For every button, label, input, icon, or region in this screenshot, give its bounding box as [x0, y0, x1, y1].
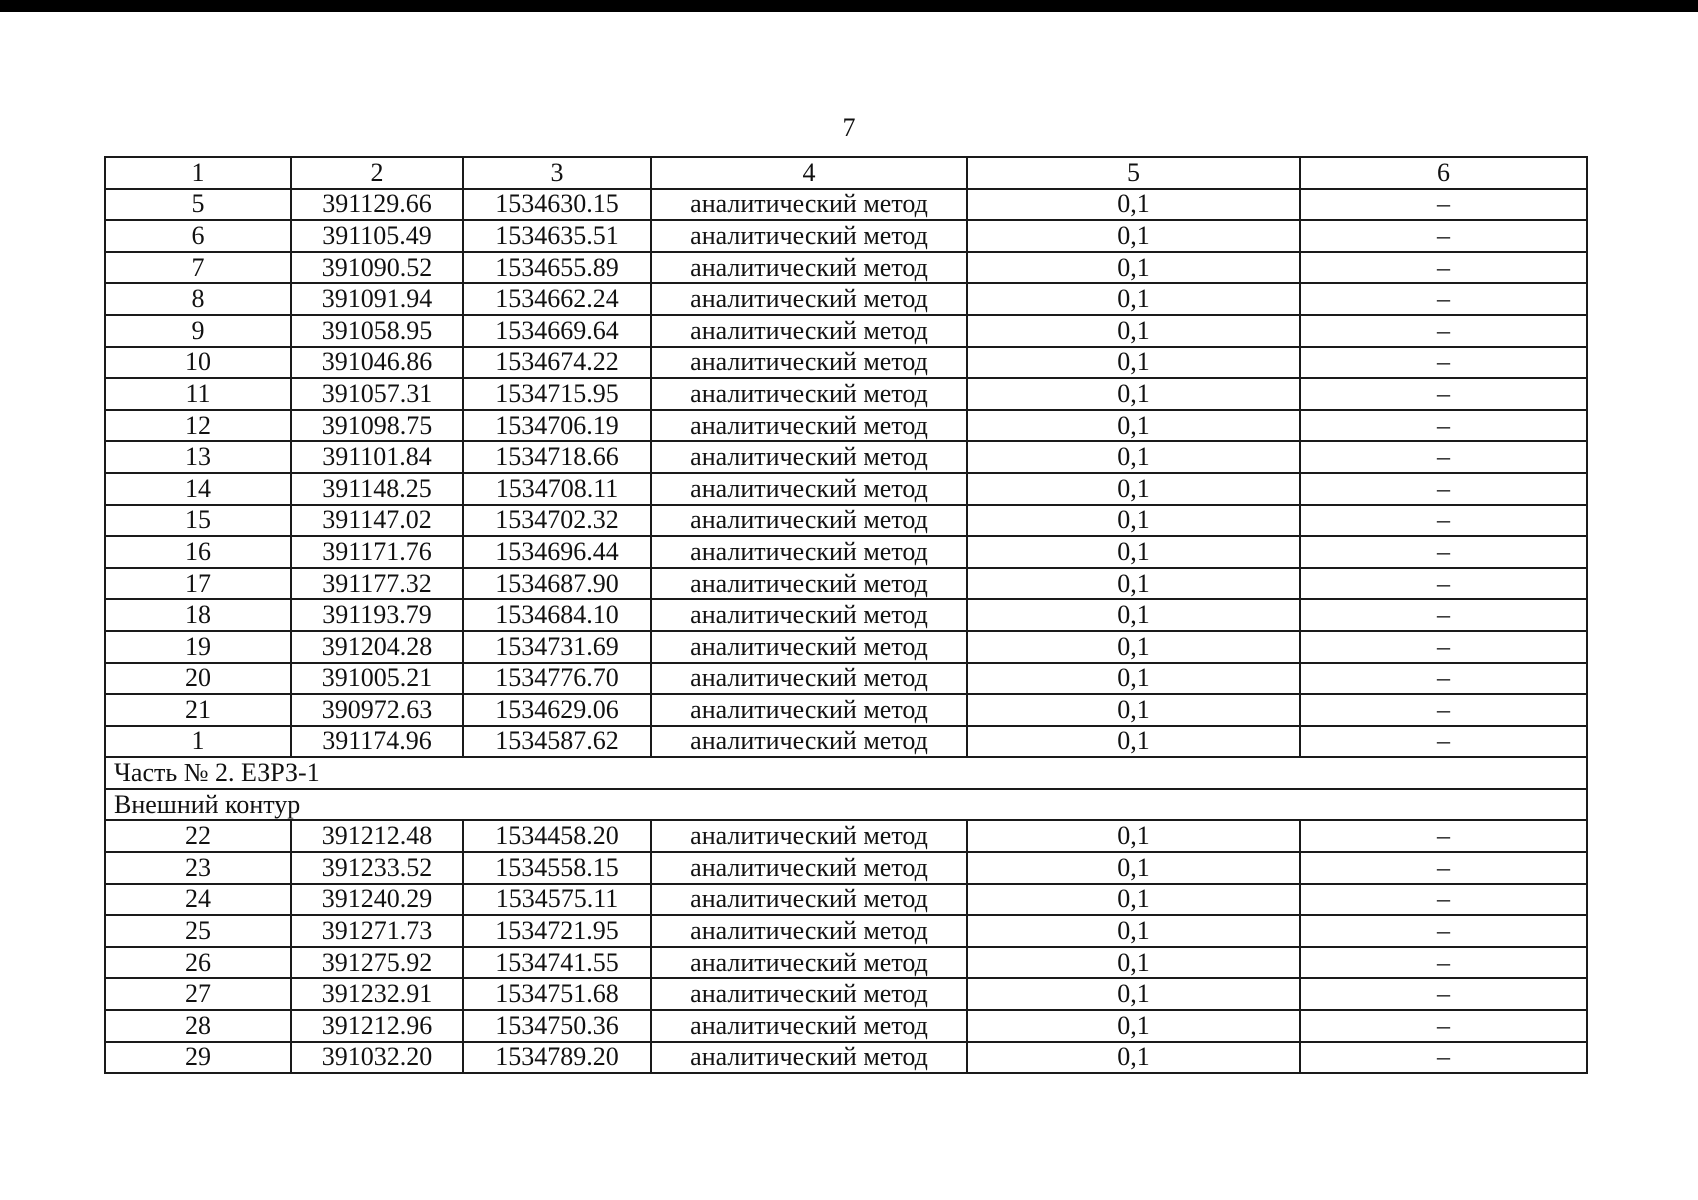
table-row — [105, 347, 1587, 379]
x-coordinate-cell: 391058.95 — [291, 315, 463, 347]
y-coordinate-cell: 1534721.95 — [463, 915, 651, 947]
description-cell: – — [1300, 631, 1587, 663]
page-number-text: 7 — [842, 113, 856, 142]
x-coordinate-cell: 391129.66 — [291, 189, 463, 221]
accuracy-cell: 0,1 — [967, 599, 1300, 631]
point-number-cell: 26 — [105, 947, 291, 979]
description-cell: – — [1300, 820, 1587, 852]
table-row — [105, 852, 1587, 884]
description-cell: – — [1300, 915, 1587, 947]
table-row — [105, 252, 1587, 284]
table-row — [105, 378, 1587, 410]
y-coordinate-cell: 1534776.70 — [463, 663, 651, 695]
section-title: Часть № 2. ЕЗРЗ-1 — [105, 757, 1587, 789]
description-cell: – — [1300, 663, 1587, 695]
method-cell: аналитический метод — [651, 252, 967, 284]
description-cell: – — [1300, 884, 1587, 916]
x-coordinate-cell: 390972.63 — [291, 694, 463, 726]
accuracy-cell: 0,1 — [967, 663, 1300, 695]
point-number-cell: 23 — [105, 852, 291, 884]
point-number-cell: 28 — [105, 1010, 291, 1042]
y-coordinate-cell: 1534741.55 — [463, 947, 651, 979]
accuracy-cell: 0,1 — [967, 252, 1300, 284]
method-cell: аналитический метод — [651, 568, 967, 600]
accuracy-cell: 0,1 — [967, 726, 1300, 758]
description-cell: – — [1300, 978, 1587, 1010]
y-coordinate-cell: 1534629.06 — [463, 694, 651, 726]
y-coordinate-cell: 1534674.22 — [463, 347, 651, 379]
y-coordinate-cell: 1534706.19 — [463, 410, 651, 442]
method-cell: аналитический метод — [651, 915, 967, 947]
description-cell: – — [1300, 852, 1587, 884]
x-coordinate-cell: 391275.92 — [291, 947, 463, 979]
point-number-cell: 27 — [105, 978, 291, 1010]
accuracy-cell: 0,1 — [967, 283, 1300, 315]
accuracy-cell: 0,1 — [967, 852, 1300, 884]
accuracy-cell: 0,1 — [967, 473, 1300, 505]
table-row — [105, 441, 1587, 473]
point-number-cell: 19 — [105, 631, 291, 663]
accuracy-cell: 0,1 — [967, 441, 1300, 473]
column-header-6: 6 — [1300, 157, 1587, 189]
point-number-cell: 18 — [105, 599, 291, 631]
x-coordinate-cell: 391005.21 — [291, 663, 463, 695]
x-coordinate-cell: 391147.02 — [291, 505, 463, 537]
y-coordinate-cell: 1534715.95 — [463, 378, 651, 410]
point-number-cell: 10 — [105, 347, 291, 379]
x-coordinate-cell: 391174.96 — [291, 726, 463, 758]
accuracy-cell: 0,1 — [967, 315, 1300, 347]
description-cell: – — [1300, 441, 1587, 473]
y-coordinate-cell: 1534708.11 — [463, 473, 651, 505]
method-cell: аналитический метод — [651, 441, 967, 473]
accuracy-cell: 0,1 — [967, 947, 1300, 979]
table-row — [105, 947, 1587, 979]
accuracy-cell: 0,1 — [967, 220, 1300, 252]
accuracy-cell: 0,1 — [967, 915, 1300, 947]
y-coordinate-cell: 1534702.32 — [463, 505, 651, 537]
point-number-cell: 24 — [105, 884, 291, 916]
method-cell: аналитический метод — [651, 852, 967, 884]
table-row — [105, 884, 1587, 916]
x-coordinate-cell: 391057.31 — [291, 378, 463, 410]
point-number-cell: 6 — [105, 220, 291, 252]
y-coordinate-cell: 1534458.20 — [463, 820, 651, 852]
description-cell: – — [1300, 1010, 1587, 1042]
method-cell: аналитический метод — [651, 1042, 967, 1074]
table-row — [105, 410, 1587, 442]
y-coordinate-cell: 1534662.24 — [463, 283, 651, 315]
table-row — [105, 189, 1587, 221]
point-number-cell: 12 — [105, 410, 291, 442]
y-coordinate-cell: 1534687.90 — [463, 568, 651, 600]
y-coordinate-cell: 1534635.51 — [463, 220, 651, 252]
point-number-cell: 14 — [105, 473, 291, 505]
point-number-cell: 29 — [105, 1042, 291, 1074]
table-row — [105, 1010, 1587, 1042]
table-row — [105, 726, 1587, 758]
table-row — [105, 599, 1587, 631]
description-cell: – — [1300, 473, 1587, 505]
accuracy-cell: 0,1 — [967, 410, 1300, 442]
x-coordinate-cell: 391046.86 — [291, 347, 463, 379]
point-number-cell: 11 — [105, 378, 291, 410]
column-header-4: 4 — [651, 157, 967, 189]
column-header-3: 3 — [463, 157, 651, 189]
coordinates-table — [104, 156, 1588, 1074]
accuracy-cell: 0,1 — [967, 347, 1300, 379]
description-cell: – — [1300, 947, 1587, 979]
description-cell: – — [1300, 410, 1587, 442]
y-coordinate-cell: 1534587.62 — [463, 726, 651, 758]
point-number-cell: 16 — [105, 536, 291, 568]
description-cell: – — [1300, 252, 1587, 284]
scan-top-border — [0, 0, 1698, 12]
table-row — [105, 915, 1587, 947]
table-row — [105, 694, 1587, 726]
method-cell: аналитический метод — [651, 536, 967, 568]
point-number-cell: 25 — [105, 915, 291, 947]
accuracy-cell: 0,1 — [967, 884, 1300, 916]
method-cell: аналитический метод — [651, 1010, 967, 1042]
y-coordinate-cell: 1534696.44 — [463, 536, 651, 568]
table-row — [105, 536, 1587, 568]
point-number-cell: 9 — [105, 315, 291, 347]
description-cell: – — [1300, 726, 1587, 758]
column-header-1: 1 — [105, 157, 291, 189]
table-row — [105, 978, 1587, 1010]
description-cell: – — [1300, 536, 1587, 568]
accuracy-cell: 0,1 — [967, 820, 1300, 852]
section-row — [105, 757, 1587, 789]
accuracy-cell: 0,1 — [967, 694, 1300, 726]
method-cell: аналитический метод — [651, 820, 967, 852]
table-row — [105, 820, 1587, 852]
method-cell: аналитический метод — [651, 347, 967, 379]
method-cell: аналитический метод — [651, 473, 967, 505]
y-coordinate-cell: 1534669.64 — [463, 315, 651, 347]
method-cell: аналитический метод — [651, 220, 967, 252]
x-coordinate-cell: 391177.32 — [291, 568, 463, 600]
y-coordinate-cell: 1534558.15 — [463, 852, 651, 884]
table-row — [105, 1042, 1587, 1074]
method-cell: аналитический метод — [651, 599, 967, 631]
table-row — [105, 315, 1587, 347]
accuracy-cell: 0,1 — [967, 536, 1300, 568]
accuracy-cell: 0,1 — [967, 505, 1300, 537]
point-number-cell: 13 — [105, 441, 291, 473]
description-cell: – — [1300, 347, 1587, 379]
method-cell: аналитический метод — [651, 978, 967, 1010]
x-coordinate-cell: 391091.94 — [291, 283, 463, 315]
table-row — [105, 473, 1587, 505]
method-cell: аналитический метод — [651, 663, 967, 695]
x-coordinate-cell: 391240.29 — [291, 884, 463, 916]
description-cell: – — [1300, 378, 1587, 410]
column-header-2: 2 — [291, 157, 463, 189]
description-cell: – — [1300, 694, 1587, 726]
point-number-cell: 5 — [105, 189, 291, 221]
x-coordinate-cell: 391171.76 — [291, 536, 463, 568]
y-coordinate-cell: 1534630.15 — [463, 189, 651, 221]
section-title: Внешний контур — [105, 789, 1587, 821]
point-number-cell: 8 — [105, 283, 291, 315]
table-header-row — [105, 157, 1587, 189]
table-row — [105, 505, 1587, 537]
method-cell: аналитический метод — [651, 283, 967, 315]
method-cell: аналитический метод — [651, 726, 967, 758]
point-number-cell: 20 — [105, 663, 291, 695]
point-number-cell: 17 — [105, 568, 291, 600]
method-cell: аналитический метод — [651, 378, 967, 410]
method-cell: аналитический метод — [651, 410, 967, 442]
point-number-cell: 21 — [105, 694, 291, 726]
x-coordinate-cell: 391032.20 — [291, 1042, 463, 1074]
x-coordinate-cell: 391233.52 — [291, 852, 463, 884]
accuracy-cell: 0,1 — [967, 631, 1300, 663]
method-cell: аналитический метод — [651, 631, 967, 663]
method-cell: аналитический метод — [651, 505, 967, 537]
y-coordinate-cell: 1534575.11 — [463, 884, 651, 916]
description-cell: – — [1300, 505, 1587, 537]
x-coordinate-cell: 391098.75 — [291, 410, 463, 442]
method-cell: аналитический метод — [651, 694, 967, 726]
x-coordinate-cell: 391232.91 — [291, 978, 463, 1010]
y-coordinate-cell: 1534731.69 — [463, 631, 651, 663]
point-number-cell: 1 — [105, 726, 291, 758]
x-coordinate-cell: 391212.48 — [291, 820, 463, 852]
x-coordinate-cell: 391105.49 — [291, 220, 463, 252]
x-coordinate-cell: 391204.28 — [291, 631, 463, 663]
x-coordinate-cell: 391101.84 — [291, 441, 463, 473]
description-cell: – — [1300, 283, 1587, 315]
accuracy-cell: 0,1 — [967, 1010, 1300, 1042]
description-cell: – — [1300, 189, 1587, 221]
section-row — [105, 789, 1587, 821]
column-header-5: 5 — [967, 157, 1300, 189]
x-coordinate-cell: 391148.25 — [291, 473, 463, 505]
x-coordinate-cell: 391193.79 — [291, 599, 463, 631]
page-number — [0, 113, 1698, 143]
table-row — [105, 283, 1587, 315]
method-cell: аналитический метод — [651, 947, 967, 979]
description-cell: – — [1300, 599, 1587, 631]
method-cell: аналитический метод — [651, 189, 967, 221]
description-cell: – — [1300, 220, 1587, 252]
method-cell: аналитический метод — [651, 315, 967, 347]
point-number-cell: 15 — [105, 505, 291, 537]
y-coordinate-cell: 1534750.36 — [463, 1010, 651, 1042]
accuracy-cell: 0,1 — [967, 378, 1300, 410]
table-row — [105, 631, 1587, 663]
y-coordinate-cell: 1534751.68 — [463, 978, 651, 1010]
x-coordinate-cell: 391271.73 — [291, 915, 463, 947]
x-coordinate-cell: 391212.96 — [291, 1010, 463, 1042]
table-body — [105, 189, 1587, 1074]
description-cell: – — [1300, 568, 1587, 600]
accuracy-cell: 0,1 — [967, 978, 1300, 1010]
table-row — [105, 663, 1587, 695]
table-row — [105, 220, 1587, 252]
accuracy-cell: 0,1 — [967, 189, 1300, 221]
point-number-cell: 7 — [105, 252, 291, 284]
description-cell: – — [1300, 315, 1587, 347]
accuracy-cell: 0,1 — [967, 568, 1300, 600]
point-number-cell: 22 — [105, 820, 291, 852]
method-cell: аналитический метод — [651, 884, 967, 916]
accuracy-cell: 0,1 — [967, 1042, 1300, 1074]
table-row — [105, 568, 1587, 600]
y-coordinate-cell: 1534718.66 — [463, 441, 651, 473]
y-coordinate-cell: 1534684.10 — [463, 599, 651, 631]
x-coordinate-cell: 391090.52 — [291, 252, 463, 284]
description-cell: – — [1300, 1042, 1587, 1074]
y-coordinate-cell: 1534655.89 — [463, 252, 651, 284]
y-coordinate-cell: 1534789.20 — [463, 1042, 651, 1074]
